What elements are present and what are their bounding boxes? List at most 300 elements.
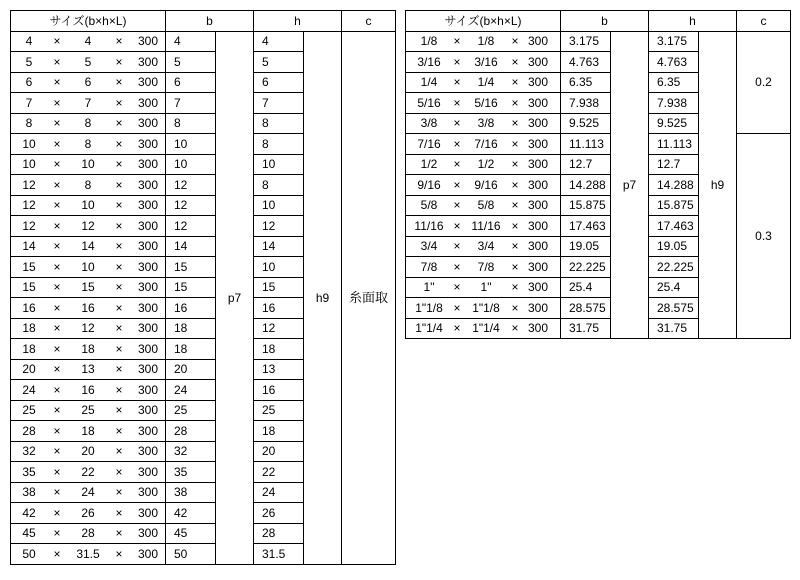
size-h-value: 1"	[480, 280, 492, 295]
size-cell	[11, 236, 166, 257]
size-length-value: 300	[527, 321, 549, 336]
b-value: 25	[166, 400, 216, 421]
c-header: c	[342, 11, 396, 32]
b-value: 17.463	[561, 216, 611, 237]
times-sign: ×	[453, 280, 461, 295]
size-h-value: 3/4	[477, 239, 495, 254]
size-cell	[11, 503, 166, 524]
size-length-value: 300	[527, 300, 549, 315]
size-b-value: 32	[22, 444, 36, 459]
b-tolerance: p7	[216, 31, 254, 564]
size-length-value: 300	[137, 259, 159, 274]
b-value: 7	[166, 93, 216, 114]
chamfer-value: 糸面取	[342, 31, 396, 564]
size-b-value: 25	[22, 403, 36, 418]
times-sign: ×	[53, 218, 61, 233]
size-b-value: 5/16	[417, 95, 441, 110]
size-b-value: 1/4	[420, 75, 438, 90]
size-header: サイズ(b×h×L)	[406, 11, 561, 32]
size-length-value: 300	[527, 259, 549, 274]
size-length-value: 300	[137, 505, 159, 520]
size-cell	[11, 400, 166, 421]
size-cell	[406, 216, 561, 237]
times-sign: ×	[53, 75, 61, 90]
times-sign: ×	[53, 259, 61, 274]
size-h-value: 5	[84, 54, 92, 69]
size-h-value: 1"1/4	[472, 321, 500, 336]
b-value: 28	[166, 421, 216, 442]
b-value: 7.938	[561, 93, 611, 114]
size-h-value: 8	[84, 177, 92, 192]
h-value: 18	[254, 339, 304, 360]
b-value: 12	[166, 195, 216, 216]
b-value: 35	[166, 462, 216, 483]
b-value: 25.4	[561, 277, 611, 298]
size-b-value: 16	[22, 300, 36, 315]
size-b-value: 11/16	[414, 218, 444, 233]
size-h-value: 26	[81, 505, 95, 520]
size-cell	[406, 277, 561, 298]
times-sign: ×	[453, 321, 461, 336]
size-h-value: 1/2	[477, 157, 495, 172]
times-sign: ×	[115, 546, 123, 561]
times-sign: ×	[453, 157, 461, 172]
size-cell	[406, 195, 561, 216]
size-h-value: 22	[81, 464, 95, 479]
b-value: 9.525	[561, 113, 611, 134]
times-sign: ×	[453, 136, 461, 151]
size-h-value: 5/8	[477, 198, 495, 213]
size-h-value: 12	[81, 321, 95, 336]
times-sign: ×	[53, 341, 61, 356]
h-value: 5	[254, 52, 304, 73]
times-sign: ×	[511, 218, 519, 233]
times-sign: ×	[53, 464, 61, 479]
times-sign: ×	[453, 198, 461, 213]
h-value: 19.05	[649, 236, 699, 257]
times-sign: ×	[115, 75, 123, 90]
size-h-value: 3/8	[477, 116, 495, 131]
times-sign: ×	[115, 505, 123, 520]
b-value: 24	[166, 380, 216, 401]
size-cell	[11, 462, 166, 483]
b-value: 10	[166, 134, 216, 155]
times-sign: ×	[115, 34, 123, 49]
size-b-value: 7	[25, 95, 33, 110]
times-sign: ×	[53, 95, 61, 110]
times-sign: ×	[511, 54, 519, 69]
times-sign: ×	[53, 300, 61, 315]
size-h-value: 6	[84, 75, 92, 90]
table-row	[11, 31, 396, 52]
h-value: 4.763	[649, 52, 699, 73]
h-value: 15	[254, 277, 304, 298]
times-sign: ×	[115, 300, 123, 315]
size-b-value: 3/16	[417, 54, 441, 69]
size-b-value: 8	[25, 116, 33, 131]
size-h-value: 10	[81, 259, 95, 274]
size-cell	[11, 113, 166, 134]
size-h-value: 1/4	[477, 75, 495, 90]
size-h-value: 10	[81, 157, 95, 172]
size-b-value: 12	[22, 177, 36, 192]
size-length-value: 300	[137, 54, 159, 69]
size-b-value: 12	[22, 198, 36, 213]
times-sign: ×	[511, 157, 519, 172]
times-sign: ×	[453, 218, 461, 233]
h-value: 25.4	[649, 277, 699, 298]
b-value: 11.113	[561, 134, 611, 155]
size-cell	[11, 359, 166, 380]
h-value: 15.875	[649, 195, 699, 216]
h-value: 28	[254, 523, 304, 544]
size-h-value: 7	[84, 95, 92, 110]
times-sign: ×	[115, 177, 123, 192]
times-sign: ×	[115, 362, 123, 377]
size-b-value: 50	[22, 546, 36, 561]
size-b-value: 6	[25, 75, 33, 90]
times-sign: ×	[53, 34, 61, 49]
inch-key-spec-table	[405, 10, 791, 339]
h-value: 7.938	[649, 93, 699, 114]
b-value: 14.288	[561, 175, 611, 196]
size-b-value: 15	[22, 259, 36, 274]
size-length-value: 300	[527, 95, 549, 110]
times-sign: ×	[53, 280, 61, 295]
h-value: 10	[254, 257, 304, 278]
size-b-value: 7/8	[420, 259, 438, 274]
size-length-value: 300	[137, 321, 159, 336]
b-value: 3.175	[561, 31, 611, 52]
b-value: 6.35	[561, 72, 611, 93]
h-header: h	[254, 11, 342, 32]
size-b-value: 1"1/8	[415, 300, 443, 315]
times-sign: ×	[115, 382, 123, 397]
h-value: 28.575	[649, 298, 699, 319]
b-value: 6	[166, 72, 216, 93]
b-value: 38	[166, 482, 216, 503]
size-cell	[11, 277, 166, 298]
size-cell	[11, 195, 166, 216]
b-value: 14	[166, 236, 216, 257]
b-value: 32	[166, 441, 216, 462]
size-cell	[11, 257, 166, 278]
size-b-value: 38	[22, 485, 36, 500]
times-sign: ×	[511, 300, 519, 315]
size-h-value: 16	[81, 300, 95, 315]
b-value: 18	[166, 339, 216, 360]
times-sign: ×	[115, 403, 123, 418]
size-length-value: 300	[527, 280, 549, 295]
size-cell	[11, 544, 166, 565]
size-b-value: 5	[25, 54, 33, 69]
size-cell	[11, 52, 166, 73]
size-b-value: 3/8	[420, 116, 438, 131]
size-length-value: 300	[137, 280, 159, 295]
size-b-value: 7/16	[417, 136, 441, 151]
size-h-value: 7/8	[477, 259, 495, 274]
times-sign: ×	[453, 177, 461, 192]
b-value: 42	[166, 503, 216, 524]
h-value: 14	[254, 236, 304, 257]
size-b-value: 42	[22, 505, 36, 520]
h-tolerance: h9	[699, 31, 737, 339]
b-header: b	[561, 11, 649, 32]
size-cell	[406, 175, 561, 196]
h-value: 16	[254, 298, 304, 319]
times-sign: ×	[453, 300, 461, 315]
size-cell	[11, 523, 166, 544]
h-value: 16	[254, 380, 304, 401]
times-sign: ×	[115, 198, 123, 213]
size-b-value: 18	[22, 341, 36, 356]
size-cell	[406, 298, 561, 319]
times-sign: ×	[53, 54, 61, 69]
times-sign: ×	[53, 239, 61, 254]
size-h-value: 1"1/8	[472, 300, 500, 315]
times-sign: ×	[115, 341, 123, 356]
size-cell	[11, 216, 166, 237]
table-row	[406, 31, 791, 52]
times-sign: ×	[453, 75, 461, 90]
b-value: 18	[166, 318, 216, 339]
size-h-value: 18	[81, 341, 95, 356]
size-length-value: 300	[137, 403, 159, 418]
times-sign: ×	[115, 218, 123, 233]
times-sign: ×	[53, 157, 61, 172]
size-length-value: 300	[137, 526, 159, 541]
size-length-value: 300	[137, 485, 159, 500]
times-sign: ×	[115, 54, 123, 69]
times-sign: ×	[115, 321, 123, 336]
times-sign: ×	[511, 321, 519, 336]
size-h-value: 15	[81, 280, 95, 295]
size-b-value: 45	[22, 526, 36, 541]
h-value: 13	[254, 359, 304, 380]
size-cell	[11, 134, 166, 155]
size-h-value: 31.5	[76, 546, 100, 561]
size-b-value: 1"	[423, 280, 435, 295]
h-value: 24	[254, 482, 304, 503]
size-length-value: 300	[527, 75, 549, 90]
size-cell	[11, 318, 166, 339]
size-b-value: 18	[22, 321, 36, 336]
size-cell	[406, 52, 561, 73]
times-sign: ×	[53, 444, 61, 459]
size-h-value: 1/8	[477, 34, 495, 49]
times-sign: ×	[453, 95, 461, 110]
b-value: 4	[166, 31, 216, 52]
size-h-value: 25	[81, 403, 95, 418]
size-cell	[11, 175, 166, 196]
times-sign: ×	[115, 526, 123, 541]
times-sign: ×	[53, 116, 61, 131]
size-length-value: 300	[527, 177, 549, 192]
size-cell	[406, 154, 561, 175]
header-row	[406, 11, 791, 32]
times-sign: ×	[53, 423, 61, 438]
size-length-value: 300	[137, 382, 159, 397]
h-value: 31.75	[649, 318, 699, 339]
size-h-value: 18	[81, 423, 95, 438]
h-tolerance: h9	[304, 31, 342, 564]
h-value: 6	[254, 72, 304, 93]
times-sign: ×	[511, 239, 519, 254]
size-cell	[406, 93, 561, 114]
h-value: 20	[254, 441, 304, 462]
chamfer-value: 0.2	[737, 31, 791, 134]
times-sign: ×	[453, 54, 461, 69]
times-sign: ×	[53, 382, 61, 397]
h-value: 14.288	[649, 175, 699, 196]
size-h-value: 8	[84, 136, 92, 151]
size-length-value: 300	[137, 157, 159, 172]
b-value: 19.05	[561, 236, 611, 257]
times-sign: ×	[53, 198, 61, 213]
times-sign: ×	[511, 198, 519, 213]
times-sign: ×	[115, 444, 123, 459]
size-length-value: 300	[137, 198, 159, 213]
size-cell	[11, 298, 166, 319]
size-cell	[406, 257, 561, 278]
times-sign: ×	[53, 403, 61, 418]
size-cell	[11, 31, 166, 52]
size-cell	[406, 236, 561, 257]
h-value: 8	[254, 134, 304, 155]
times-sign: ×	[53, 546, 61, 561]
size-b-value: 5/8	[420, 198, 438, 213]
h-value: 22	[254, 462, 304, 483]
size-b-value: 1/8	[420, 34, 438, 49]
size-b-value: 35	[22, 464, 36, 479]
size-length-value: 300	[137, 116, 159, 131]
b-value: 15	[166, 257, 216, 278]
size-length-value: 300	[137, 464, 159, 479]
size-cell	[11, 72, 166, 93]
b-value: 4.763	[561, 52, 611, 73]
size-h-value: 4	[84, 34, 92, 49]
times-sign: ×	[115, 239, 123, 254]
h-value: 22.225	[649, 257, 699, 278]
times-sign: ×	[53, 485, 61, 500]
size-h-value: 9/16	[474, 177, 498, 192]
size-length-value: 300	[137, 341, 159, 356]
times-sign: ×	[53, 177, 61, 192]
size-b-value: 20	[22, 362, 36, 377]
times-sign: ×	[53, 321, 61, 336]
times-sign: ×	[115, 464, 123, 479]
size-cell	[11, 421, 166, 442]
h-value: 31.5	[254, 544, 304, 565]
times-sign: ×	[453, 116, 461, 131]
size-b-value: 24	[22, 382, 36, 397]
b-value: 31.75	[561, 318, 611, 339]
size-length-value: 300	[137, 34, 159, 49]
size-b-value: 3/4	[420, 239, 438, 254]
times-sign: ×	[115, 136, 123, 151]
size-length-value: 300	[137, 239, 159, 254]
size-b-value: 1/2	[420, 157, 438, 172]
h-value: 26	[254, 503, 304, 524]
size-length-value: 300	[527, 54, 549, 69]
times-sign: ×	[53, 505, 61, 520]
times-sign: ×	[115, 423, 123, 438]
times-sign: ×	[453, 34, 461, 49]
size-length-value: 300	[527, 157, 549, 172]
b-value: 8	[166, 113, 216, 134]
times-sign: ×	[53, 136, 61, 151]
b-value: 16	[166, 298, 216, 319]
size-h-value: 24	[81, 485, 95, 500]
size-cell	[11, 154, 166, 175]
size-h-value: 14	[81, 239, 95, 254]
size-header: サイズ(b×h×L)	[11, 11, 166, 32]
size-b-value: 9/16	[417, 177, 441, 192]
h-value: 7	[254, 93, 304, 114]
size-length-value: 300	[137, 177, 159, 192]
size-length-value: 300	[137, 136, 159, 151]
size-b-value: 10	[22, 136, 36, 151]
b-value: 12	[166, 216, 216, 237]
b-value: 12	[166, 175, 216, 196]
size-cell	[406, 318, 561, 339]
h-value: 12.7	[649, 154, 699, 175]
b-value: 28.575	[561, 298, 611, 319]
size-b-value: 15	[22, 280, 36, 295]
size-b-value: 10	[22, 157, 36, 172]
b-value: 45	[166, 523, 216, 544]
times-sign: ×	[453, 259, 461, 274]
b-value: 22.225	[561, 257, 611, 278]
b-header: b	[166, 11, 254, 32]
size-length-value: 300	[137, 546, 159, 561]
h-value: 6.35	[649, 72, 699, 93]
b-tolerance: p7	[611, 31, 649, 339]
times-sign: ×	[115, 116, 123, 131]
size-length-value: 300	[527, 136, 549, 151]
size-b-value: 1"1/4	[415, 321, 443, 336]
times-sign: ×	[115, 280, 123, 295]
size-cell	[11, 482, 166, 503]
metric-key-spec-table	[10, 10, 396, 565]
h-value: 3.175	[649, 31, 699, 52]
times-sign: ×	[511, 75, 519, 90]
size-h-value: 5/16	[474, 95, 498, 110]
size-length-value: 300	[527, 198, 549, 213]
h-value: 10	[254, 154, 304, 175]
h-value: 9.525	[649, 113, 699, 134]
b-value: 15	[166, 277, 216, 298]
size-length-value: 300	[137, 362, 159, 377]
h-header: h	[649, 11, 737, 32]
times-sign: ×	[511, 259, 519, 274]
h-value: 12	[254, 216, 304, 237]
h-value: 4	[254, 31, 304, 52]
size-length-value: 300	[137, 95, 159, 110]
size-h-value: 10	[81, 198, 95, 213]
times-sign: ×	[115, 485, 123, 500]
times-sign: ×	[511, 280, 519, 295]
size-h-value: 11/16	[471, 218, 501, 233]
size-length-value: 300	[527, 239, 549, 254]
times-sign: ×	[511, 34, 519, 49]
size-h-value: 8	[84, 116, 92, 131]
b-value: 5	[166, 52, 216, 73]
h-value: 11.113	[649, 134, 699, 155]
size-cell	[11, 339, 166, 360]
c-header: c	[737, 11, 791, 32]
size-h-value: 13	[81, 362, 95, 377]
